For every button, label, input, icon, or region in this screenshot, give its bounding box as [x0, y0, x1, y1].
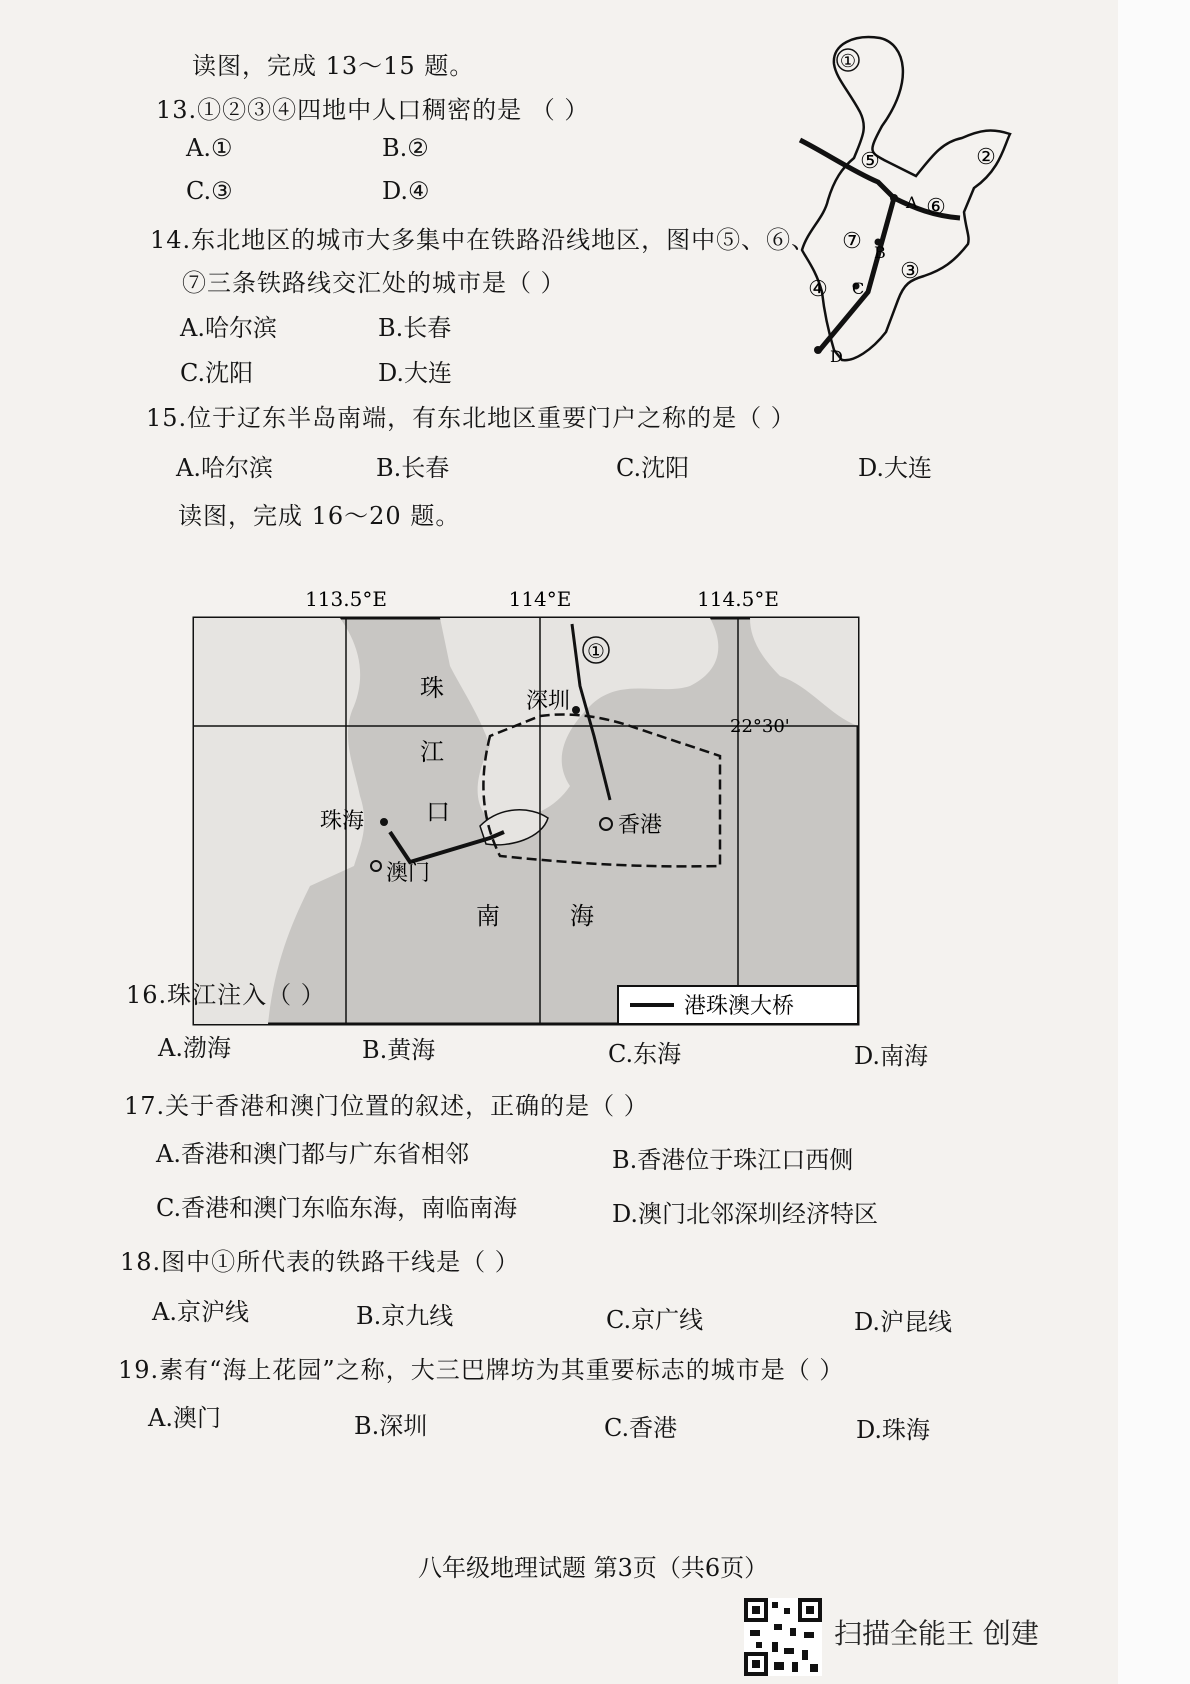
q17-option-a: A.香港和澳门都与广东省相邻 — [156, 1140, 469, 1168]
q19-option-a: A.澳门 — [148, 1404, 221, 1432]
lon-label-114-5: 114.5°E — [697, 587, 779, 611]
sea-char-1: 南 — [476, 902, 500, 930]
question-14-line1: 14.东北地区的城市大多集中在铁路沿线地区，图中⑤、⑥、 — [150, 226, 817, 254]
q13-option-b: B.② — [382, 134, 429, 162]
question-17: 17.关于香港和澳门位置的叙述，正确的是（ ） — [124, 1092, 649, 1120]
region-2-label: ② — [976, 145, 996, 170]
region-1-label: ① — [839, 51, 857, 72]
pearl-river-delta-map — [190, 586, 870, 1026]
q19-option-c: C.香港 — [604, 1414, 678, 1442]
lat-label: 22°30' — [730, 716, 790, 737]
q18-option-a: A.京沪线 — [152, 1298, 249, 1326]
q18-option-d: D.沪昆线 — [854, 1308, 953, 1336]
legend-label: 港珠澳大桥 — [684, 994, 795, 1019]
region-6-label: ⑥ — [926, 195, 946, 220]
question-15: 15.位于辽东半岛南端，有东北地区重要门户之称的是（ ） — [146, 404, 796, 432]
lon-label-113-5: 113.5°E — [305, 587, 387, 611]
railway-mark: ① — [587, 639, 605, 663]
city-d-label: D — [830, 347, 843, 366]
region-3-label: ③ — [900, 259, 920, 284]
q15-option-b: B.长春 — [376, 454, 450, 482]
q15-option-a: A.哈尔滨 — [176, 454, 273, 482]
q18-option-b: B.京九线 — [356, 1302, 454, 1330]
q13-option-c: C.③ — [186, 177, 233, 205]
region-7-label: ⑦ — [842, 229, 862, 254]
city-b-label: B — [874, 243, 886, 262]
q19-option-d: D.珠海 — [856, 1416, 931, 1444]
q16-option-d: D.南海 — [854, 1042, 929, 1070]
railway-line-5 — [800, 140, 894, 198]
estuary-char-3: 口 — [426, 798, 450, 826]
city-zhuhai-label: 珠海 — [320, 809, 365, 834]
q14-option-c: C.沈阳 — [180, 359, 254, 387]
q19-option-b: B.深圳 — [354, 1412, 428, 1440]
q17-option-d: D.澳门北邻深圳经济特区 — [612, 1200, 879, 1228]
estuary-char-1: 珠 — [420, 674, 444, 702]
q18-option-c: C.京广线 — [606, 1306, 704, 1334]
q16-option-b: B.黄海 — [362, 1036, 436, 1064]
q13-option-a: A.① — [186, 134, 233, 162]
scanner-watermark: 扫描全能王 创建 — [834, 1617, 1039, 1650]
city-shenzhen-dot — [572, 706, 580, 714]
q15-option-d: D.大连 — [858, 454, 933, 482]
q15-option-c: C.沈阳 — [616, 454, 690, 482]
q17-option-c: C.香港和澳门东临东海，南临南海 — [156, 1194, 518, 1222]
northeast-china-map — [808, 30, 1094, 400]
region-4-label: ④ — [808, 277, 828, 302]
sea-char-2: 海 — [570, 902, 594, 930]
intro-16-20: 读图，完成 16～20 题。 — [178, 502, 461, 530]
question-14-line2: ⑦三条铁路线交汇处的城市是（ ） — [182, 269, 566, 297]
q14-option-b: B.长春 — [378, 314, 452, 342]
city-shenzhen-label: 深圳 — [526, 689, 571, 714]
region-5-label: ⑤ — [860, 149, 880, 174]
q17-option-b: B.香港位于珠江口西侧 — [612, 1146, 854, 1174]
q14-option-d: D.大连 — [378, 359, 453, 387]
q16-option-c: C.东海 — [608, 1040, 682, 1068]
city-a-label: A — [906, 193, 918, 212]
lon-label-114: 114°E — [508, 587, 572, 611]
city-a-dot — [890, 194, 898, 202]
city-d-dot — [814, 346, 822, 354]
qr-code-icon — [744, 1598, 822, 1676]
city-c-label: C — [852, 279, 865, 298]
q13-option-d: D.④ — [382, 177, 430, 205]
question-16: 16.珠江注入（ ） — [126, 981, 326, 1009]
question-19: 19.素有“海上花园”之称，大三巴牌坊为其重要标志的城市是（ ） — [118, 1356, 845, 1384]
city-zhuhai-dot — [380, 818, 388, 826]
question-13: 13.①②③④四地中人口稠密的是 （ ） — [156, 96, 590, 124]
city-hongkong-label: 香港 — [618, 813, 663, 838]
page-footer: 八年级地理试题 第3页（共6页） — [418, 1554, 769, 1582]
intro-13-15: 读图，完成 13～15 题。 — [192, 52, 475, 80]
q14-option-a: A.哈尔滨 — [180, 314, 277, 342]
estuary-char-2: 江 — [420, 738, 444, 766]
q16-option-a: A.渤海 — [158, 1034, 231, 1062]
city-macau-label: 澳门 — [386, 861, 431, 886]
page-edge — [1118, 0, 1190, 1684]
question-18: 18.图中①所代表的铁路干线是（ ） — [120, 1248, 520, 1276]
